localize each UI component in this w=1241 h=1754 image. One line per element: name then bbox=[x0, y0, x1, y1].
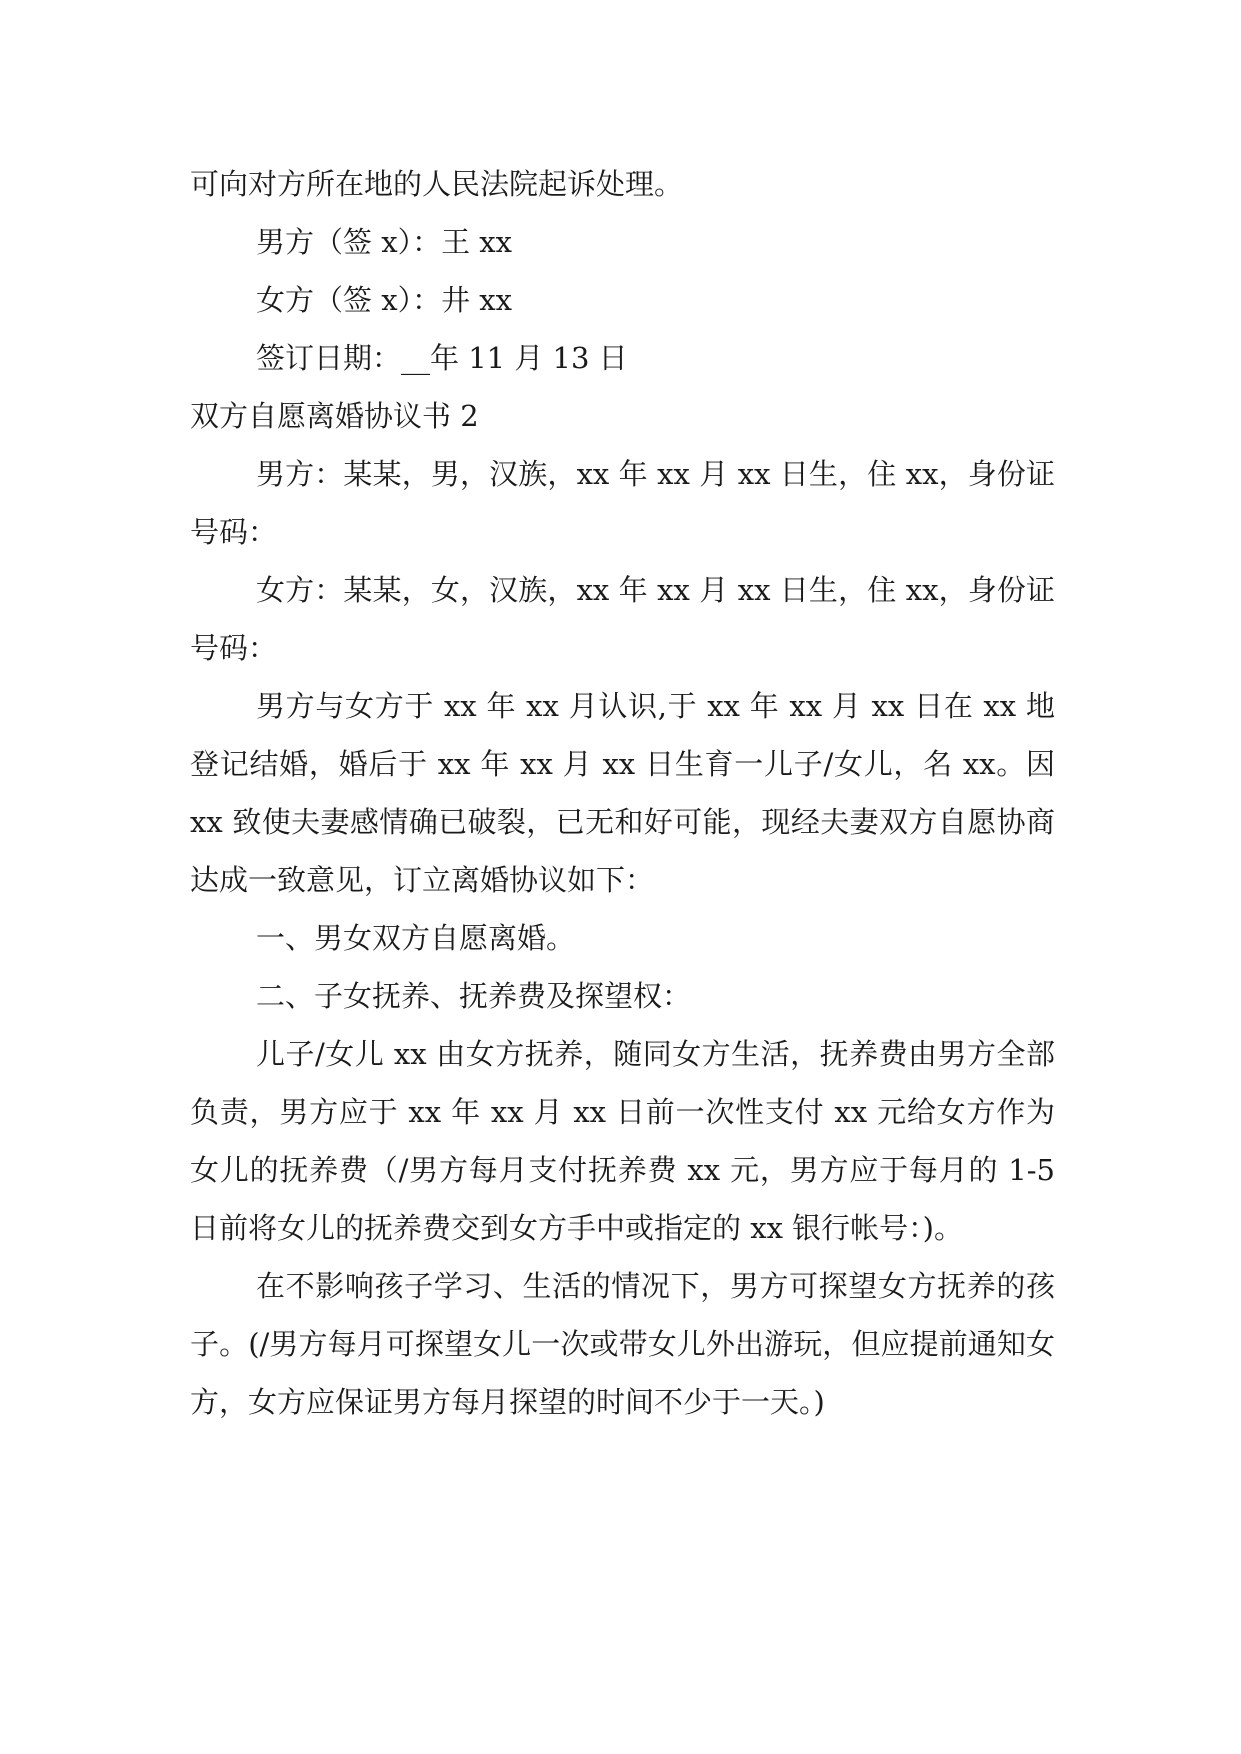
party-male-info: 男方：某某，男，汉族，xx 年 xx 月 xx 日生，住 xx，身份证号码： bbox=[190, 457, 1055, 549]
document-body bbox=[190, 155, 1065, 1431]
signature-male: 男方（签 x）：王 xx bbox=[256, 225, 513, 259]
signature-female: 女方（签 x）：井 xx bbox=[256, 283, 513, 317]
section-title: 双方自愿离婚协议书 2 bbox=[190, 399, 479, 433]
clause-1: 一、男女双方自愿离婚。 bbox=[256, 921, 576, 955]
signing-date: 签订日期：__年 11 月 13 日 bbox=[256, 341, 628, 375]
paragraph-continuation: 可向对方所在地的人民法院起诉处理。 bbox=[190, 167, 684, 201]
clause-2-heading: 二、子女抚养、抚养费及探望权： bbox=[256, 979, 692, 1013]
marriage-background: 男方与女方于 xx 年 xx 月认识,于 xx 年 xx 月 xx 日在 xx 地登记结婚，婚后于 xx 年 xx 月 xx 日生育一儿子/女儿，名 xx。因 xx 致使夫妻感情确已破裂，已无和好可能，现经夫妻双方自愿协商达成一致意见，订立离婚协议如下： bbox=[190, 689, 1065, 897]
child-custody-paragraph: 儿子/女儿 xx 由女方抚养，随同女方生活，抚养费由男方全部负责，男方应于 xx 年 xx 月 xx 日前一次性支付 xx 元给女方作为女儿的抚养费（/男方每月支付抚养费 xx 元，男方应于每月的 1-5 日前将女儿的抚养费交到女方手中或指定的 xx 银行帐号：)。 bbox=[190, 1037, 1065, 1245]
visitation-paragraph: 在不影响孩子学习、生活的情况下，男方可探望女方抚养的孩子。(/男方每月可探望女儿一次或带女儿外出游玩，但应提前通知女方，女方应保证男方每月探望的时间不少于一天。) bbox=[190, 1269, 1055, 1419]
party-female-info: 女方：某某，女，汉族，xx 年 xx 月 xx 日生，住 xx，身份证号码： bbox=[190, 573, 1055, 665]
